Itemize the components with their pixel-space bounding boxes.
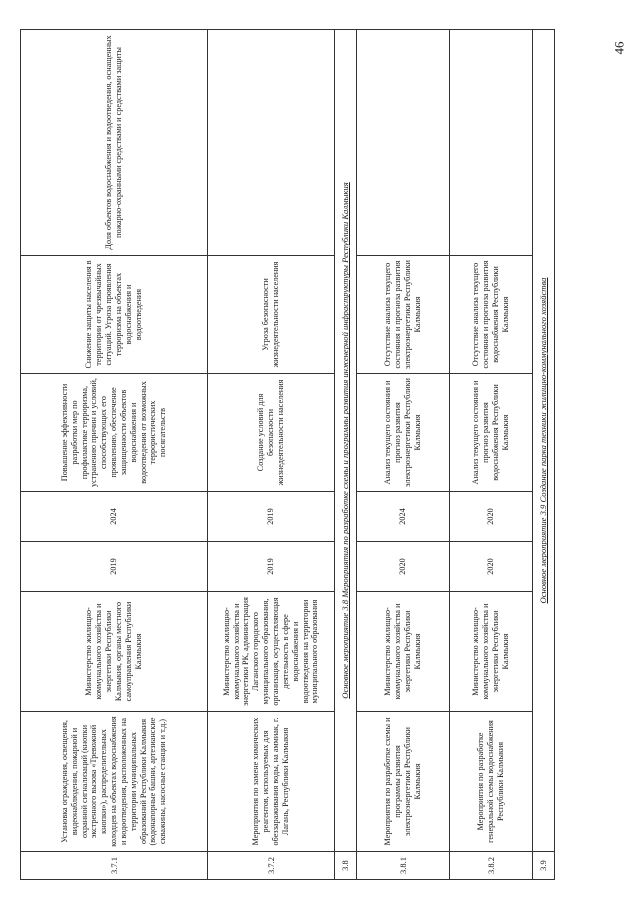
row-number: 3.7.2 xyxy=(208,852,335,880)
executor-cell: Министерство жилищно-коммунального хозяйства и энергетики Республики Калмыкия, органы местного самоуправления Республики Калмыкия xyxy=(21,592,208,712)
indicator-cell xyxy=(208,30,335,256)
section-title: Основное мероприятие 3.9 Создание парка техники жилищно-коммунального хозяйства xyxy=(533,30,555,852)
end-year-cell: 2020 xyxy=(450,492,533,542)
table-row xyxy=(208,30,335,880)
indicator-cell xyxy=(450,30,533,256)
end-year-cell: 2024 xyxy=(357,492,450,542)
consequences-cell: Отсутствие анализа текущего состояния и прогноза развития водоснабжения Республики Калмыкия xyxy=(450,256,533,374)
page-number: 46 xyxy=(611,41,627,55)
table-row xyxy=(21,30,208,880)
consequences-cell: Снижение защиты населения в территории от чрезвычайных ситуаций. Угроза проявления терроризма на объектах водоснабжения и водоотведения xyxy=(21,256,208,374)
indicator-cell: Доля объектов водоснабжения и водоотведения, оснащенных пожарно-охранными средствами и средствами защиты xyxy=(21,30,208,256)
row-number: 3.8.1 xyxy=(357,852,450,880)
end-year-cell: 2024 xyxy=(21,492,208,542)
event-cell: Мероприятия по разработке генеральной схемы водоснабжения Республики Калмыкия xyxy=(450,712,533,852)
executor-cell: Министерство жилищно-коммунального хозяйства и энергетики Республики Калмыкия xyxy=(357,592,450,712)
result-cell: Создание условий для безопасности жизнедеятельности населения xyxy=(208,374,335,492)
result-cell: Анализ текущего состояния и прогноз развития электроэнергетики Республики Калмыкия xyxy=(357,374,450,492)
row-number: 3.7.1 xyxy=(21,852,208,880)
program-table xyxy=(20,29,555,880)
row-number: 3.8.2 xyxy=(450,852,533,880)
event-cell: Установка ограждения, освещения, видеонаблюдения, пожарной и охранной сигнализаций (кнопки экстренного вызова «Тревожной кнопки»), распределительных колодцев на объектах водоснабжения и водоотведения, расположенных на территории муниципальных образований Республики Калмыкия (водонапорные башни, артезианские скважины, насосные станции и т.д.) xyxy=(21,712,208,852)
rotated-table-stage xyxy=(20,30,588,880)
end-year-cell: 2019 xyxy=(208,492,335,542)
section-number: 3.9 xyxy=(533,852,555,880)
event-cell: Мероприятия по разработке схемы и программы развития электроэнергетики Республики Калмыкия xyxy=(357,712,450,852)
section-title: Основное мероприятие 3.8 Мероприятия по разработке схемы и программы развития инженерной инфраструктуры Республики Калмыкия xyxy=(335,30,357,852)
section-row xyxy=(335,30,357,880)
table-row xyxy=(357,30,450,880)
event-cell: Мероприятия по замене химических реагентов, используемых для обеззараживания воды, на аммиак, г. Лагань, Республики Калмыкия xyxy=(208,712,335,852)
executor-cell: Министерство жилищно-коммунального хозяйства и энергетики РК, администрация Лаганского городского муниципального образования, организация, осуществляющая деятельность в сфере водоснабжения и водоотведения на территории муниципального образования xyxy=(208,592,335,712)
result-cell: Анализ текущего состояния и прогноз развития водоснабжения Республики Калмыкия xyxy=(450,374,533,492)
executor-cell: Министерство жилищно-коммунального хозяйства и энергетики Республики Калмыкия xyxy=(450,592,533,712)
start-year-cell: 2020 xyxy=(450,542,533,592)
section-row xyxy=(533,30,555,880)
indicator-cell xyxy=(357,30,450,256)
start-year-cell: 2019 xyxy=(21,542,208,592)
start-year-cell: 2019 xyxy=(208,542,335,592)
result-cell: Повышение эффективности разработки мер по профилактике терроризма, устранению причин и условий, способствующих его проявлению, обеспечение защищенности объектов водоснабжения и водоотведения от возможных террористических посягательств xyxy=(21,374,208,492)
consequences-cell: Отсутствие анализа текущего состояния и прогноза развития электроэнергетики Республики Калмыкия xyxy=(357,256,450,374)
table-row xyxy=(450,30,533,880)
section-number: 3.8 xyxy=(335,852,357,880)
start-year-cell: 2020 xyxy=(357,542,450,592)
consequences-cell: Угроза безопасности жизнедеятельности населения xyxy=(208,256,335,374)
